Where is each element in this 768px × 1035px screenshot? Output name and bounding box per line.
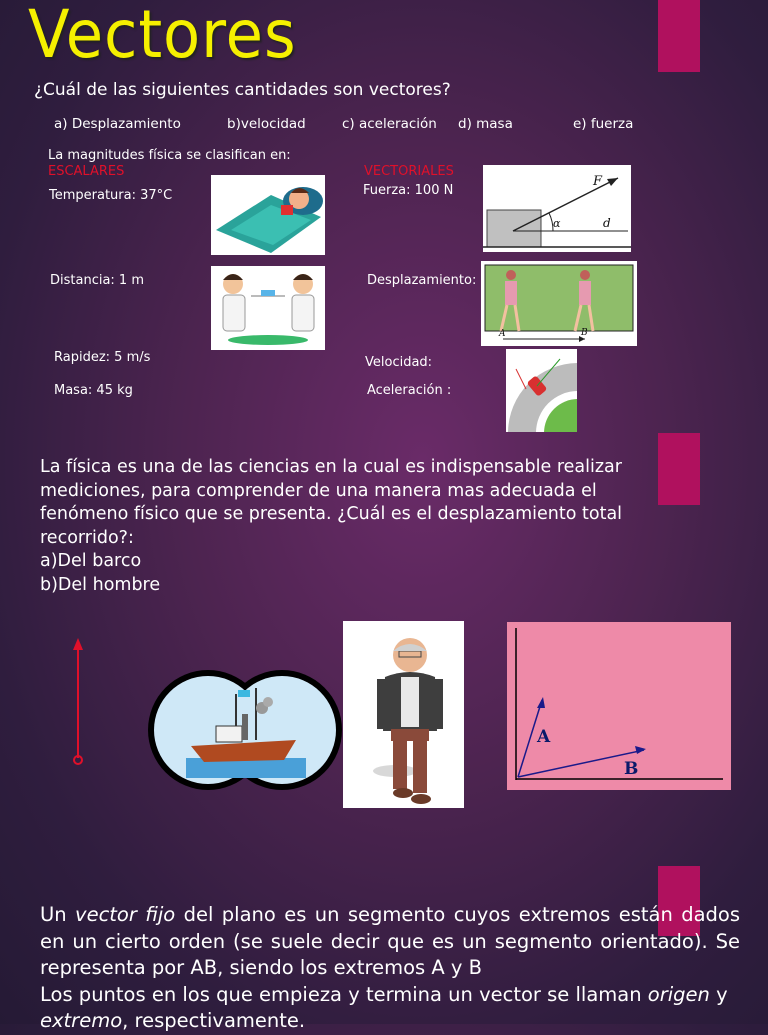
accent-bar-top bbox=[658, 0, 700, 72]
question: ¿Cuál de las siguientes cantidades son vectores? bbox=[34, 80, 451, 100]
def-text-1a: Un bbox=[40, 903, 76, 926]
classify-intro: La magnitudes física se clasifican en: bbox=[48, 148, 291, 163]
scalar-temperature: Temperatura: 37°C bbox=[49, 188, 173, 203]
paragraph-line-4: recorrido?: bbox=[40, 527, 134, 548]
accent-bar-middle bbox=[658, 433, 700, 505]
paragraph-line-6: b)Del hombre bbox=[40, 574, 161, 595]
question-paragraph bbox=[40, 456, 640, 597]
paragraph-line-5: a)Del barco bbox=[40, 551, 142, 571]
disp-label-b: B bbox=[581, 328, 588, 338]
paragraph-line-1: La física es una de las ciencias en la cual es indispensable realizar bbox=[40, 457, 622, 477]
def-emphasis-origen: origen bbox=[647, 982, 710, 1006]
scalar-distance: Distancia: 1 m bbox=[50, 273, 145, 288]
boat-binoculars-image bbox=[146, 668, 344, 792]
def-text-2c: , respectivamente. bbox=[122, 1009, 306, 1032]
vectors-heading: VECTORIALES bbox=[364, 164, 454, 179]
option-d: d) masa bbox=[458, 116, 513, 132]
definition-paragraph-2 bbox=[40, 982, 740, 1035]
force-diagram bbox=[483, 165, 631, 252]
option-c: c) aceleración bbox=[342, 116, 437, 132]
vector-force: Fuerza: 100 N bbox=[363, 183, 454, 198]
vectors-ab-panel bbox=[507, 622, 731, 790]
force-label-f: F bbox=[593, 174, 603, 189]
vector-label-a: A bbox=[537, 727, 551, 747]
force-label-d: d bbox=[603, 216, 611, 230]
definition-text bbox=[40, 902, 740, 1035]
scalar-speed: Rapidez: 5 m/s bbox=[54, 350, 151, 365]
option-b: b)velocidad bbox=[227, 116, 306, 132]
disp-label-a: A bbox=[499, 329, 506, 339]
displacement-image bbox=[481, 261, 637, 346]
vector-acceleration: Aceleración : bbox=[367, 383, 452, 398]
definition-paragraph-1 bbox=[40, 902, 740, 982]
paragraph-line-2: mediciones, para comprender de una manera mas adecuada el bbox=[40, 480, 597, 501]
vector-displacement: Desplazamiento: bbox=[367, 273, 477, 288]
def-text-2b: y bbox=[709, 982, 728, 1006]
sick-child-image bbox=[211, 175, 325, 255]
option-a: a) Desplazamiento bbox=[54, 116, 181, 132]
force-label-alpha: α bbox=[553, 217, 561, 230]
def-text-2a: Los puntos en los que empieza y termina un vector se llaman bbox=[40, 982, 648, 1006]
option-e: e) fuerza bbox=[573, 116, 634, 132]
vector-velocity: Velocidad: bbox=[365, 355, 433, 370]
scalar-mass: Masa: 45 kg bbox=[54, 383, 133, 398]
def-text-1b: del plano es un segmento cuyos extremos están dados en un cierto orden (se suele decir que es un segmento orientado). Se representa por AB, siendo los extremos A y B bbox=[40, 903, 740, 979]
paragraph-line-3: fenómeno físico que se presenta. ¿Cuál es el desplazamiento total bbox=[40, 504, 623, 524]
old-man-image bbox=[343, 621, 464, 808]
scalars-heading: ESCALARES bbox=[48, 164, 125, 179]
velocity-road-image bbox=[506, 349, 577, 432]
def-emphasis-extremo: extremo bbox=[40, 1009, 123, 1032]
doctors-distance-image bbox=[211, 266, 325, 350]
page-title: Vectores bbox=[28, 0, 297, 73]
vector-label-b: B bbox=[624, 759, 639, 779]
def-emphasis-vector-fijo: vector fijo bbox=[75, 903, 176, 926]
red-vector-arrow bbox=[68, 636, 88, 770]
